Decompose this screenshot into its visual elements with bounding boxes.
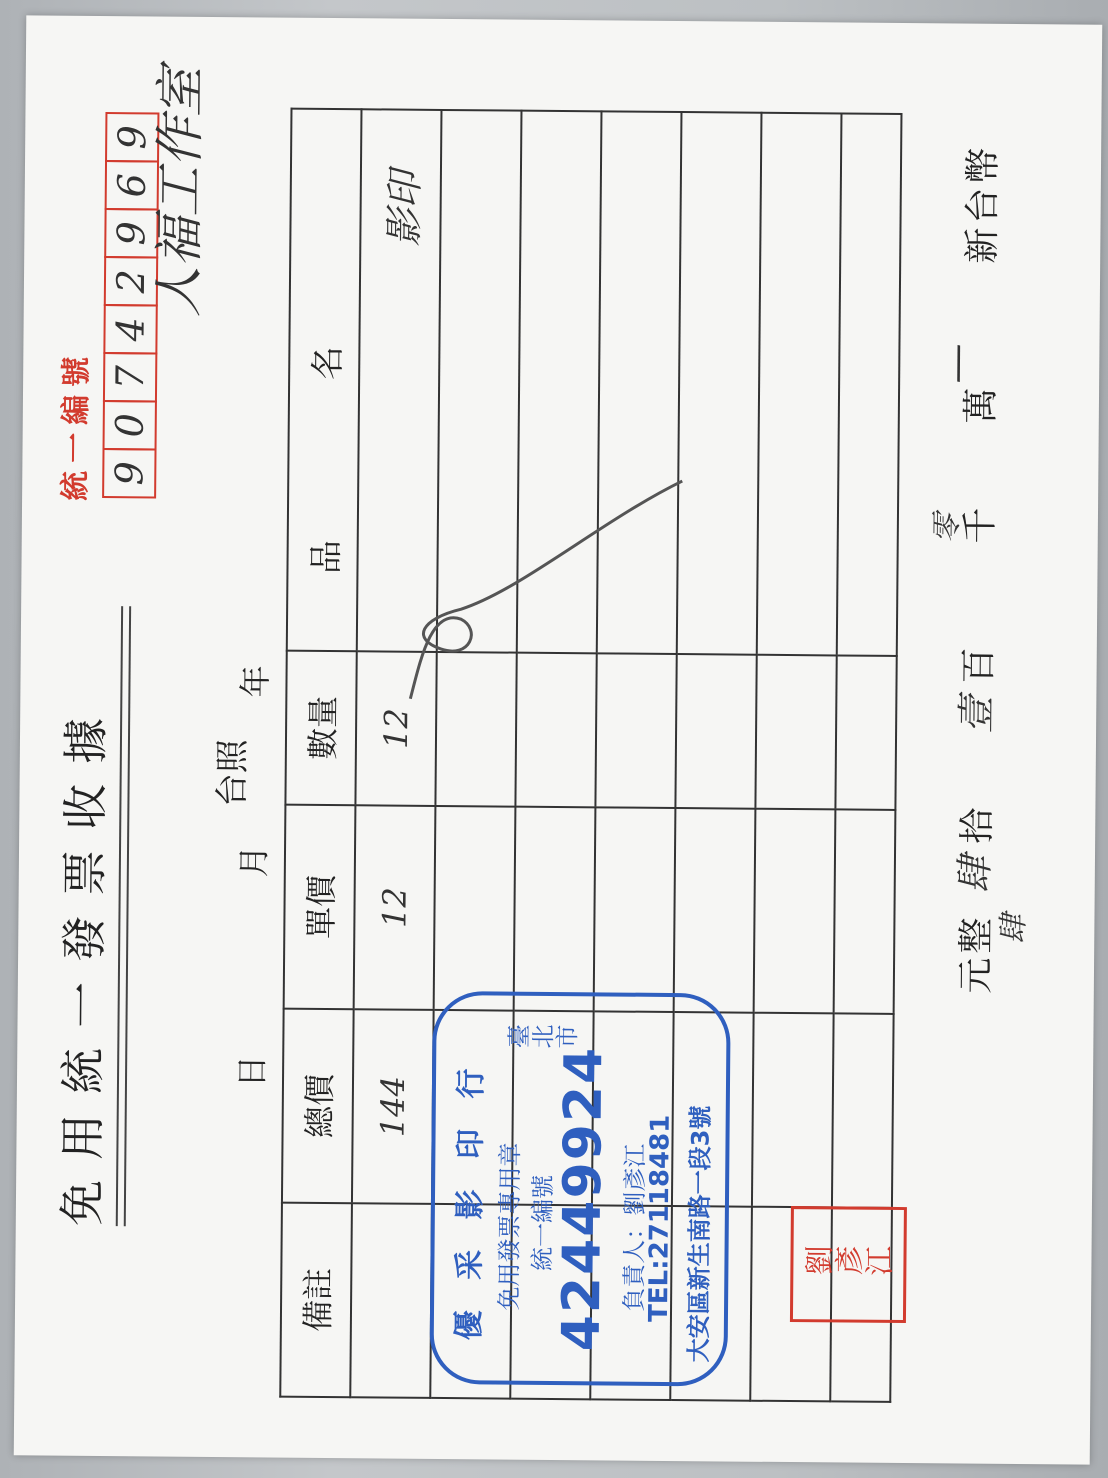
unit-price-cell: 12 xyxy=(354,805,436,1010)
unit-wan: 萬 xyxy=(960,387,1003,424)
tax-id-digit: 9 xyxy=(104,208,158,258)
value-shi: 肆 xyxy=(952,855,998,894)
title-underline xyxy=(116,606,123,1226)
quantity-header: 數量 xyxy=(285,651,356,806)
value-yuan: 肆 xyxy=(996,913,1032,945)
tax-id-digit: 7 xyxy=(103,352,157,402)
stamp-owner: 負責人：劉彥江 xyxy=(620,1143,650,1312)
stamp-line2: 統一編號 xyxy=(528,1174,558,1272)
strike-squiggle xyxy=(400,459,702,722)
tax-id-label: 統一編號 xyxy=(58,348,95,501)
personal-seal: 劉彥江 xyxy=(790,1206,907,1323)
stamp-shop-name: 優 采 影 印 行 xyxy=(451,1058,490,1341)
item-cell: 影印 xyxy=(357,109,442,652)
buyer-handwritten: 人福工作室 xyxy=(149,66,210,317)
stamp-phone: TEL:27118481 xyxy=(643,1114,676,1323)
value-bai: 壹 xyxy=(954,695,999,734)
total-header: 總價 xyxy=(282,1009,354,1204)
shop-stamp xyxy=(429,991,730,1387)
unit-yuan: 元整 xyxy=(955,913,998,994)
unit-qian: 千 xyxy=(959,507,1002,544)
value-qian: 零 xyxy=(929,513,965,544)
tax-id-digit: 0 xyxy=(103,400,157,450)
tax-id-digit: 2 xyxy=(104,256,158,306)
buyer-label: 台照 xyxy=(212,738,253,808)
receipt-paper xyxy=(14,15,1103,1464)
remarks-cell xyxy=(350,1203,432,1398)
title-underline-2 xyxy=(124,606,131,1226)
unit-shi: 拾 xyxy=(957,807,999,844)
tax-id-digit: 9 xyxy=(105,112,159,162)
tax-id-digit: 4 xyxy=(103,304,157,354)
stamp-address: 大安區新生南路一段3號 xyxy=(684,1105,715,1363)
tax-id-digit: 6 xyxy=(105,160,159,210)
total-cell: 144 xyxy=(352,1009,434,1204)
stamp-line1: 免用發票專用章 xyxy=(495,1142,525,1311)
currency-label: 新台幣 xyxy=(962,143,1005,264)
stamp-tax-number: 42449924 xyxy=(551,1045,615,1352)
year-label: 年 xyxy=(236,665,275,698)
receipt-content xyxy=(14,15,1103,1464)
unit-bai: 百 xyxy=(958,647,1000,684)
value-wan: — xyxy=(933,343,980,384)
remarks-header: 備註 xyxy=(280,1203,352,1398)
month-label: 月 xyxy=(234,845,274,878)
unit-price-header: 單價 xyxy=(284,805,356,1010)
receipt-title: 免用統一發票收據 xyxy=(54,697,114,1227)
quantity-cell: 12 xyxy=(355,651,436,806)
item-header: 品名 xyxy=(287,109,362,652)
stamp-city: 臺北市 xyxy=(506,1024,579,1054)
tax-id-digit: 9 xyxy=(102,448,156,498)
day-label: 日 xyxy=(232,1055,272,1088)
